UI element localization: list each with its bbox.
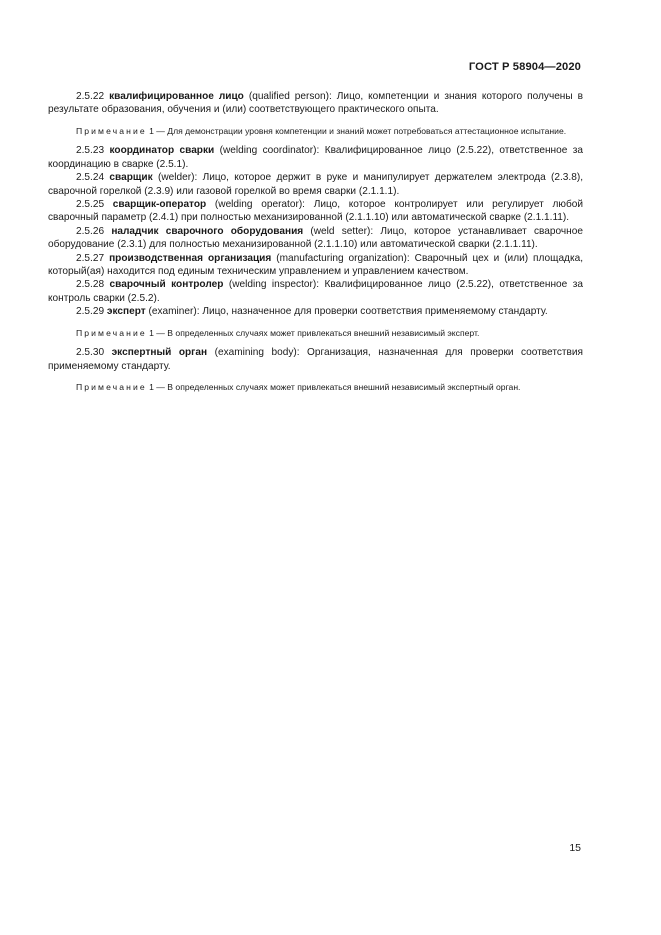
note-2-5-29 xyxy=(48,327,583,340)
term-definition: (welder): Лицо, которое держит в руке и манипулирует держателем электрода (2.3.8), сварочной горелкой (2.3.9) или газовой горелкой во время сварки (2.1.1.1). xyxy=(48,172,583,197)
term-entry-2-5-22 xyxy=(48,90,583,117)
note-text: 1 — В определенных случаях может привлекаться внешний независимый эксперт. xyxy=(149,327,480,338)
term-number: 2.5.25 xyxy=(76,199,105,211)
term-name: экспертный орган xyxy=(111,347,208,359)
term-name: сварщик-оператор xyxy=(112,199,207,211)
term-definition: (welding coordinator): Квалифицированное лицо (2.5.22), ответственное за координацию в сварке (2.5.1). xyxy=(48,145,583,170)
term-entry-2-5-23 xyxy=(48,144,583,171)
note-2-5-22 xyxy=(48,125,583,138)
term-name: сварщик xyxy=(109,172,153,184)
term-entry-2-5-27 xyxy=(48,252,583,279)
term-number: 2.5.27 xyxy=(76,252,105,264)
note-label: Примечание xyxy=(76,382,147,393)
term-entry-2-5-30 xyxy=(48,346,583,373)
term-definition: (weld setter): Лицо, которое устанавливает сварочное оборудование (2.3.1) для полностью механизированной (2.1.1.10) или автоматической сварки (2.1.1.11). xyxy=(48,225,583,251)
term-name: наладчик сварочного оборудования xyxy=(111,225,304,237)
note-label: Примечание xyxy=(76,327,147,338)
note-text: 1 — В определенных случаях может привлекаться внешний независимый экспертный орган. xyxy=(149,382,521,393)
term-name: производственная организация xyxy=(109,252,272,264)
note-text: 1 — Для демонстрации уровня компетенции и знаний может потребоваться аттестационное испытание. xyxy=(149,125,567,136)
term-entry-2-5-25 xyxy=(48,198,583,225)
term-definition: (qualified person): Лицо, компетенции и знания которого получены в результате образования, обучения и (или) соответствующего практического опыта. xyxy=(48,91,583,116)
term-entry-2-5-29 xyxy=(48,305,583,318)
term-number: 2.5.22 xyxy=(76,91,105,102)
standard-code: ГОСТ Р 58904—2020 xyxy=(468,61,581,73)
term-definition: (examiner): Лицо, назначенное для проверки соответствия применяемому стандарту. xyxy=(148,306,548,318)
document-body xyxy=(48,90,583,401)
term-name: сварочный контролер xyxy=(109,279,224,291)
term-definition: (manufacturing organization): Сварочный цех и (или) площадка, который(ая) находится под единым техническим управлением и управлением качеством. xyxy=(48,252,583,278)
term-number: 2.5.28 xyxy=(76,279,105,291)
term-entry-2-5-28 xyxy=(48,278,583,305)
page-number: 15 xyxy=(569,842,581,854)
term-number: 2.5.24 xyxy=(76,172,105,184)
term-name: координатор сварки xyxy=(109,145,215,157)
note-label: Примечание xyxy=(76,125,147,136)
term-number: 2.5.23 xyxy=(76,145,105,157)
term-number: 2.5.30 xyxy=(76,347,105,359)
term-number: 2.5.26 xyxy=(76,225,105,237)
term-entry-2-5-24 xyxy=(48,171,583,198)
term-name: квалифицированное лицо xyxy=(109,91,244,102)
term-number: 2.5.29 xyxy=(76,306,105,318)
term-definition: (welding inspector): Квалифицированное лицо (2.5.22), ответственное за контроль сварки (2.5.2). xyxy=(48,279,583,304)
note-2-5-30 xyxy=(48,381,583,394)
term-definition: (examining body): Организация, назначенная для проверки соответствия применяемому стандарту. xyxy=(48,347,583,372)
term-name: эксперт xyxy=(106,306,146,318)
term-entry-2-5-26 xyxy=(48,225,583,252)
term-definition: (welding operator): Лицо, которое контролирует или регулирует любой сварочный параметр (2.4.1) при полностью механизированной (2.1.1.10) или автоматической сварке (2.1.1.11). xyxy=(48,199,583,224)
